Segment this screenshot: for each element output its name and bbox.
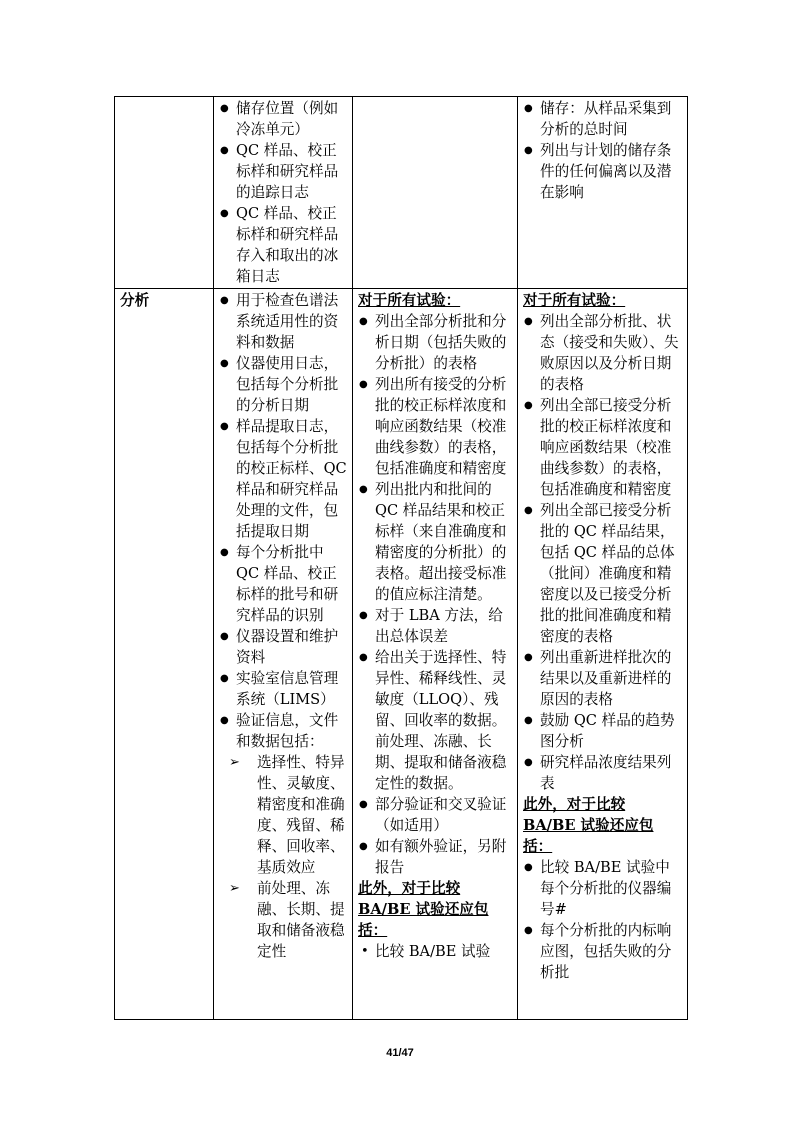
list-item: ● 部分验证和交叉验证（如适用） [358, 794, 512, 836]
table-row [115, 289, 688, 1020]
analysis-report-cell [518, 97, 688, 289]
documents-cell [214, 289, 353, 1020]
category-label: 分析 [120, 292, 150, 309]
validation-report-cell [353, 289, 518, 1020]
list-item: ● 每个分析批中 QC 样品、校正标样的批号和研究样品的识别 [219, 542, 347, 626]
list-item: ● 样品提取日志，包括每个分析批的校正标样、QC 样品和研究样品处理的文件，包括提取日期 [219, 416, 347, 542]
list-item-text: 验证信息，文件和数据包括： [236, 712, 339, 750]
list-item: ● 列出全部已接受分析批的校正标样浓度和响应函数结果（校准曲线参数）的表格，包括准确度和精密度 [523, 395, 682, 500]
table-row [115, 97, 688, 289]
section-heading: 对于所有试验： [523, 292, 626, 309]
sub-list-item: ➢ 选择性、特异性、灵敏度、精密度和准确度、残留、稀释、回收率、基质效应 [219, 752, 347, 878]
list-item: ● 储存位置（例如冷冻单元） [219, 98, 347, 140]
section-heading: 对于所有试验： [358, 292, 461, 309]
list-item: ● 鼓励 QC 样品的趋势图分析 [523, 710, 682, 752]
list-item [219, 710, 347, 962]
validation-report-cell [353, 97, 518, 289]
list-item: ● 列出全部已接受分析批的 QC 样品结果，包括 QC 样品的总体（批间）准确度和精密度以及已接受分析批的批间准确度和精密度的表格 [523, 500, 682, 647]
section-heading: 此外，对于比较 BA/BE 试验还应包括： [358, 880, 489, 939]
list-item: ● 列出所有接受的分析批的校正标样浓度和响应函数结果（校准曲线参数）的表格，包括准确度和精密度 [358, 374, 512, 479]
list-item: ● 仪器设置和维护资料 [219, 626, 347, 668]
list-item: ● 列出全部分析批和分析日期（包括失败的分析批）的表格 [358, 311, 512, 374]
list-item: ● 列出重新进样批次的结果以及重新进样的原因的表格 [523, 647, 682, 710]
sub-list-item: ➢ 前处理、冻融、长期、提取和储备液稳定性 [219, 878, 347, 962]
documents-cell [214, 97, 353, 289]
list-item: • 比较 BA/BE 试验 [358, 941, 512, 962]
page-number: 41/47 [386, 1047, 414, 1059]
list-item: ● QC 样品、校正标样和研究样品的追踪日志 [219, 140, 347, 203]
list-item: ● 每个分析批的内标响应图，包括失败的分析批 [523, 920, 682, 983]
list-item: ● 如有额外验证，另附报告 [358, 836, 512, 878]
list-item: ● 研究样品浓度结果列表 [523, 752, 682, 794]
list-item: ● 列出与计划的储存条件的任何偏离以及潜在影响 [523, 140, 682, 203]
list-item: ● 列出全部分析批、状态（接受和失败）、失败原因以及分析日期的表格 [523, 311, 682, 395]
list-item: ● 列出批内和批间的 QC 样品结果和校正标样（来自准确度和精密度的分析批）的表格。超出接受标准的值应标注清楚。 [358, 479, 512, 605]
list-item: ● 仪器使用日志，包括每个分析批的分析日期 [219, 353, 347, 416]
analysis-report-cell [518, 289, 688, 1020]
list-item: ● 实验室信息管理系统（LIMS） [219, 668, 347, 710]
list-item: ● 储存：从样品采集到分析的总时间 [523, 98, 682, 140]
list-item: ● QC 样品、校正标样和研究样品存入和取出的冰箱日志 [219, 203, 347, 287]
list-item: ● 用于检查色谱法系统适用性的资料和数据 [219, 290, 347, 353]
category-cell [115, 289, 214, 1020]
category-cell [115, 97, 214, 289]
document-table [114, 96, 688, 1020]
list-item: ● 对于 LBA 方法，给出总体误差 [358, 605, 512, 647]
list-item: ● 给出关于选择性、特异性、稀释线性、灵敏度（LLOQ）、残留、回收率的数据。前处理、冻融、长期、提取和储备液稳定性的数据。 [358, 647, 512, 794]
list-item: ● 比较 BA/BE 试验中每个分析批的仪器编号# [523, 857, 682, 920]
section-heading: 此外，对于比较 BA/BE 试验还应包括： [523, 796, 654, 855]
